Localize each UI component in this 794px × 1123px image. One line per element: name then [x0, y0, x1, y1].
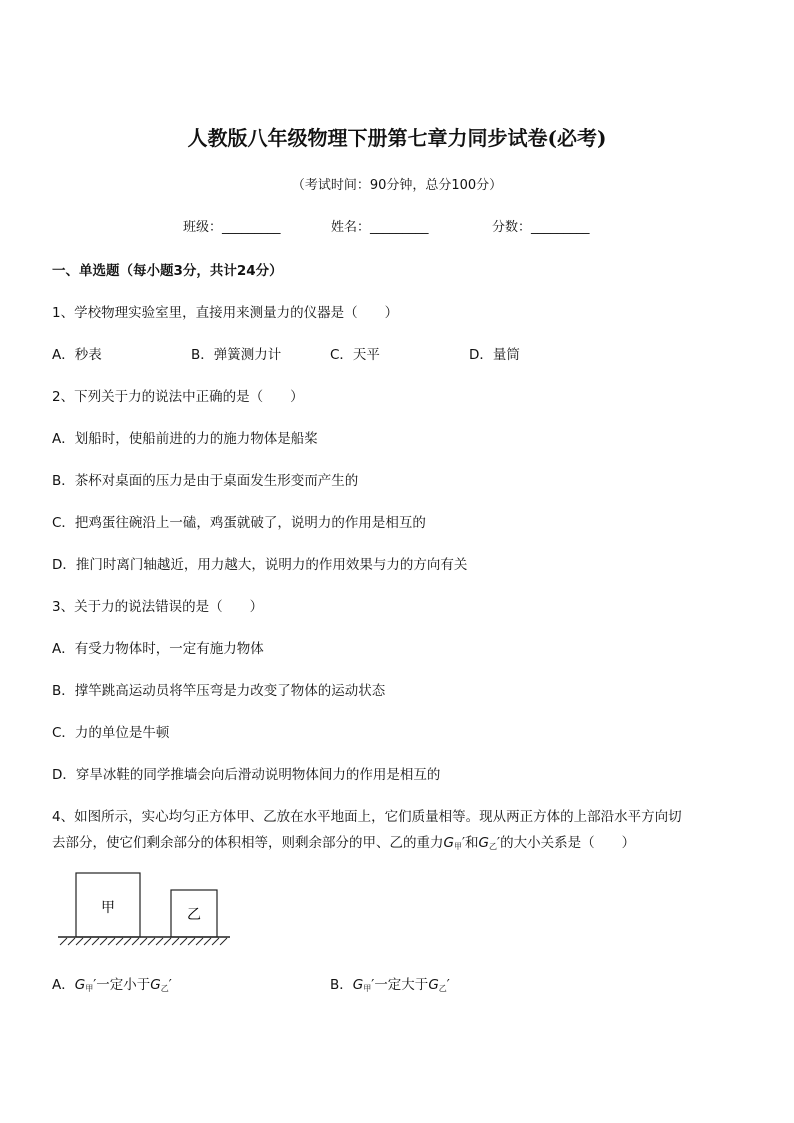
question-4-option-a	[52, 973, 172, 994]
stem-text: 的大小关系是（ ）	[500, 835, 636, 851]
subscript-yi: 乙	[489, 842, 498, 851]
question-3-option-a: A．有受力物体时，一定有施力物体	[52, 641, 264, 657]
exam-subtitle: （考试时间：90分钟，总分100分）	[291, 178, 503, 193]
prime: ′	[446, 977, 450, 993]
question-2-option-a: A．划船时，使船前进的力的施力物体是船桨	[52, 431, 318, 447]
prime: ′	[168, 977, 172, 993]
prime: ′	[497, 835, 501, 851]
subscript-jia: 甲	[363, 984, 372, 993]
symbol-g: G	[478, 835, 490, 851]
option-prefix: A．	[52, 977, 75, 993]
score-field: 分数：_________	[492, 220, 590, 235]
question-4-figure	[56, 870, 236, 950]
question-3-option-c: C．力的单位是牛顿	[52, 725, 170, 741]
block-jia-label: 甲	[101, 900, 115, 916]
option-text: 一定小于	[96, 977, 151, 993]
question-1-option-c: C．天平	[330, 347, 380, 363]
question-1-option-b: B．弹簧测力计	[191, 347, 282, 363]
class-field: 班级：_________	[183, 220, 281, 235]
symbol-g: G	[428, 977, 439, 993]
question-3-option-b: B．撑竿跳高运动员将竿压弯是力改变了物体的运动状态	[52, 683, 386, 699]
question-2-stem: 2、下列关于力的说法中正确的是（ ）	[52, 389, 304, 405]
question-3-option-d: D．穿旱冰鞋的同学推墙会向后滑动说明物体间力的作用是相互的	[52, 767, 441, 783]
prime: ′	[93, 977, 97, 993]
page-title: 人教版八年级物理下册第七章力同步试卷(必考)	[187, 126, 607, 150]
prime: ′	[461, 835, 466, 851]
section-heading: 一、单选题（每小题3分，共计24分）	[52, 263, 283, 279]
question-4-stem-line1: 4、如图所示，实心均匀正方体甲、乙放在水平地面上，它们质量相等。现从两正方体的上部沿水平方向切	[52, 809, 682, 825]
ground-hatching	[60, 938, 227, 945]
question-2-option-d: D．推门时离门轴越近，用力越大，说明力的作用效果与力的方向有关	[52, 557, 468, 573]
question-2-option-b: B．茶杯对桌面的压力是由于桌面发生形变而产生的	[52, 473, 359, 489]
option-prefix: B．	[330, 977, 353, 993]
question-2-option-c: C．把鸡蛋往碗沿上一磕，鸡蛋就破了，说明力的作用是相互的	[52, 515, 426, 531]
symbol-g: G	[74, 977, 86, 993]
name-field: 姓名：_________	[331, 220, 429, 235]
subscript-yi: 乙	[160, 984, 169, 993]
subscript-yi: 乙	[438, 984, 447, 993]
question-4-option-b	[330, 973, 450, 994]
question-1-option-a: A．秒表	[52, 347, 102, 363]
question-1-option-d: D．量筒	[469, 347, 520, 363]
prime: ′	[371, 977, 375, 993]
stem-text: 和	[465, 835, 479, 851]
question-3-stem: 3、关于力的说法错误的是（ ）	[52, 599, 264, 615]
question-4-stem-line2	[52, 831, 635, 852]
symbol-g: G	[443, 835, 454, 851]
subscript-jia: 甲	[453, 842, 462, 851]
block-yi-label: 乙	[187, 907, 201, 923]
symbol-g: G	[352, 977, 364, 993]
blocks-diagram	[56, 870, 236, 950]
symbol-g: G	[150, 977, 161, 993]
option-text: 一定大于	[374, 977, 429, 993]
question-1-stem: 1、学校物理实验室里，直接用来测量力的仪器是（ ）	[52, 305, 399, 321]
stem-text: 去部分，使它们剩余部分的体积相等，则剩余部分的甲、乙的重力	[52, 835, 444, 851]
subscript-jia: 甲	[85, 984, 94, 993]
